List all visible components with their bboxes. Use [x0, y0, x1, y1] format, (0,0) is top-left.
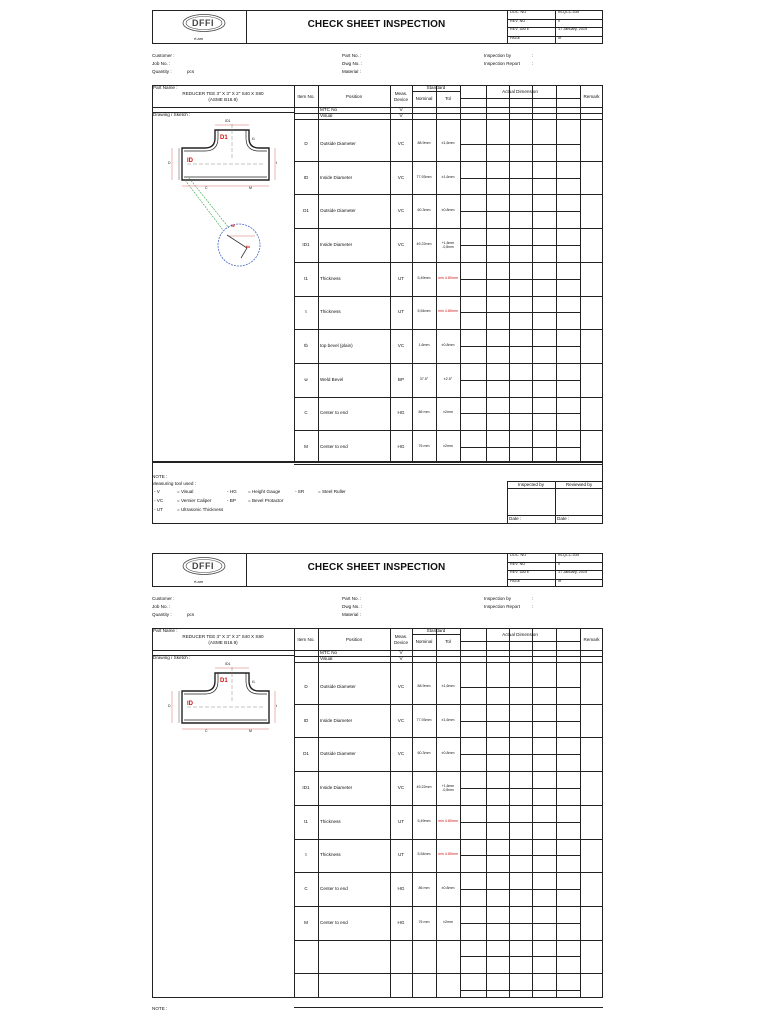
- material-label: Material :: [342, 612, 361, 617]
- row-position: Inside Diameter: [320, 174, 353, 180]
- reviewed-by-label: Reviewed by: [565, 482, 593, 487]
- column-header-standard: Standard: [426, 628, 446, 633]
- sketch-label-d1: D1: [220, 678, 228, 684]
- docinfo-label: REV. DATE: [510, 570, 530, 574]
- docinfo-label: PAGE: [510, 35, 521, 40]
- docinfo-label: DOC. NO: [510, 10, 527, 14]
- sketch-label-t: t: [276, 704, 277, 708]
- row-nominal: 5,54mm: [417, 309, 431, 314]
- row-item-no: D: [304, 683, 308, 689]
- partno-label: Part No. :: [342, 53, 362, 58]
- tool-code: - BP: [227, 498, 236, 503]
- row-item-no: C: [304, 410, 308, 416]
- row-item-no: ID1: [302, 241, 310, 247]
- grid-line: [294, 872, 603, 873]
- sketch-label-d1: D1: [220, 135, 228, 141]
- row-nominal: 5,49mm: [417, 818, 431, 823]
- row-tolerance: min 4.85mm: [438, 309, 458, 314]
- row-item-no: w: [304, 376, 308, 382]
- row-tolerance: ±1,6mm: [441, 683, 455, 688]
- row-position: Thickness: [320, 275, 341, 281]
- mtc-device: V: [399, 107, 403, 112]
- row-nominal: 60.3mm: [417, 751, 431, 756]
- grid-line: [412, 634, 460, 635]
- grid-line: [460, 245, 580, 246]
- detail-leader: [189, 178, 229, 228]
- row-position: Outside Diameter: [320, 140, 356, 146]
- grid-line: [318, 85, 319, 462]
- row-item-no: D1: [303, 208, 309, 214]
- grid-line: [460, 628, 461, 998]
- grid-line: [460, 279, 580, 280]
- row-position: Outside Diameter: [320, 683, 356, 689]
- sketch-label-d: D: [168, 161, 171, 165]
- column-header-remark: Remark: [583, 637, 600, 642]
- grid-line: [509, 85, 510, 462]
- row-position: Inside Diameter: [320, 241, 353, 247]
- dwgno-label: Dwg No. :: [342, 61, 363, 66]
- row-nominal: 76 mm: [418, 919, 430, 924]
- grid-line: [460, 380, 580, 381]
- column-header-position: Position: [345, 94, 363, 99]
- logo-subtext: rt.am: [194, 579, 204, 584]
- grid-line: [412, 91, 460, 92]
- sketch-label-id: ID: [187, 701, 193, 707]
- sketch-label-w: W: [231, 223, 235, 228]
- row-measuring-device: UT: [397, 275, 405, 281]
- colon: :: [532, 596, 534, 601]
- docinfo-label: REV. NO: [510, 18, 526, 23]
- grid-line: [460, 641, 580, 642]
- grid-line: [294, 805, 603, 806]
- grid-line: [412, 628, 413, 998]
- column-header-device: Device: [393, 640, 409, 645]
- inspection-sheet: [0, 543, 768, 1018]
- logo-text: DFFI: [192, 561, 214, 571]
- detail-circle: [218, 224, 260, 266]
- row-item-no: t: [305, 852, 307, 858]
- part-name-label: Part Name :: [153, 85, 178, 90]
- grid-line: [294, 704, 603, 705]
- tool-code: - V: [154, 489, 160, 494]
- row-tolerance: +1,6mm -0,8mm: [441, 240, 455, 249]
- sketch-label-tb: tb: [246, 244, 250, 249]
- visual-device: V: [399, 113, 403, 118]
- grid-line: [294, 119, 603, 120]
- grid-line: [294, 397, 603, 398]
- column-header-meas: Meas.: [394, 634, 408, 639]
- docinfo-value: 0: [558, 561, 561, 566]
- column-header-tol: Tol: [445, 639, 451, 644]
- customer-label: Customer :: [152, 53, 175, 58]
- row-tolerance: ±0.8mm: [441, 208, 455, 213]
- note-label: NOTE :: [152, 1006, 168, 1011]
- drawing-sketch-label: Drawing / Sketch :: [153, 112, 191, 117]
- row-tolerance: ±1,6mm: [441, 140, 455, 145]
- row-position: Outside Diameter: [320, 208, 356, 214]
- column-header-standard: Standard: [426, 85, 446, 90]
- mtc-label: MTC No: [320, 650, 338, 655]
- inspection-report-label: Inspection Report: [484, 604, 521, 609]
- row-item-no: ID1: [302, 784, 310, 790]
- docinfo-value: 17 January, 2019: [558, 27, 588, 31]
- row-tolerance: ±0.8mm: [441, 886, 455, 891]
- grid-line: [556, 85, 557, 462]
- row-measuring-device: HG: [397, 410, 405, 416]
- row-position: Center to end: [320, 886, 348, 892]
- docinfo-value: of: [558, 35, 562, 40]
- grid-line: [486, 628, 487, 998]
- row-position: Outside Diameter: [320, 751, 356, 757]
- tool-code: - VC: [154, 498, 164, 503]
- grid-line: [486, 85, 487, 462]
- column-header-remark: Remark: [583, 94, 600, 99]
- docinfo-label: REV. DATE: [510, 27, 530, 31]
- row-tolerance: ±2mm: [443, 410, 453, 415]
- row-measuring-device: HG: [397, 444, 405, 450]
- mtc-device: V: [399, 650, 403, 655]
- jobno-label: Job No. :: [152, 61, 171, 66]
- grid-line: [507, 515, 603, 516]
- row-measuring-device: VC: [397, 784, 405, 790]
- grid-line: [460, 85, 461, 462]
- grid-line: [460, 98, 580, 99]
- row-nominal: 49.22mm: [416, 241, 432, 246]
- grid-line: [507, 579, 603, 580]
- row-tolerance: ±2mm: [443, 919, 453, 924]
- grid-line: [294, 161, 603, 162]
- row-tolerance: ±2mm: [443, 444, 453, 449]
- grid-line: [507, 488, 603, 489]
- visual-device: V: [399, 656, 403, 661]
- grid-line: [460, 788, 580, 789]
- row-measuring-device: BP: [397, 376, 405, 382]
- grid-line: [152, 650, 603, 651]
- sketch-label-m: M: [249, 186, 252, 190]
- mtc-label: MTC No: [320, 107, 338, 112]
- grid-line: [460, 413, 580, 414]
- docinfo-label: REV. NO: [510, 561, 526, 566]
- grid-line: [294, 363, 603, 364]
- row-item-no: ID: [303, 717, 309, 723]
- grid-line: [460, 346, 580, 347]
- tool-desc: = Bevel Protactor: [248, 498, 284, 503]
- grid-line: [460, 956, 580, 957]
- grid-line: [460, 990, 580, 991]
- grid-line: [294, 737, 603, 738]
- row-item-no: M: [304, 919, 308, 925]
- row-measuring-device: HG: [397, 886, 405, 892]
- tool-desc: = Steel Ruller: [318, 489, 346, 494]
- row-position: Center to end: [320, 410, 348, 416]
- row-position: Inside Diameter: [320, 717, 353, 723]
- row-tolerance: ±0.8mm: [441, 343, 455, 348]
- inspected-by-label: Inspected by: [517, 482, 545, 487]
- bevel-detail: [227, 235, 247, 258]
- grid-line: [460, 211, 580, 212]
- material-label: Material :: [342, 69, 361, 74]
- column-header-item-no: Item No.: [297, 637, 315, 642]
- grid-line: [460, 144, 580, 145]
- inspection-by-label: Inspection by: [484, 53, 512, 58]
- row-tolerance: min 4.85mm: [438, 852, 458, 857]
- tool-code: - HG: [227, 489, 237, 494]
- row-nominal: 5,49mm: [417, 275, 431, 280]
- row-position: top bevel (plain): [320, 343, 353, 349]
- row-position: Center to end: [320, 919, 348, 925]
- part-name-value: REDUCER TEE 3" X 3" X 2" S40 X S80: [182, 91, 264, 96]
- column-header-device: Device: [393, 97, 409, 102]
- row-measuring-device: VC: [397, 140, 405, 146]
- sketch-label-t1: t1: [252, 680, 255, 684]
- row-tolerance: ±1,6mm: [441, 717, 455, 722]
- sketch-label-id: ID: [187, 158, 193, 164]
- grid-line: [460, 855, 580, 856]
- row-item-no: t1: [304, 275, 308, 281]
- grid-line: [460, 447, 580, 448]
- row-tolerance: ±1,6mm: [441, 174, 455, 179]
- row-item-no: t: [305, 309, 307, 315]
- docinfo-value: of: [558, 578, 562, 583]
- grid-line: [294, 430, 603, 431]
- grid-line: [556, 628, 557, 998]
- row-position: Thickness: [320, 852, 341, 858]
- row-item-no: t1: [304, 818, 308, 824]
- row-position: Thickness: [320, 309, 341, 315]
- column-header-tol: Tol: [445, 96, 451, 101]
- row-item-no: M: [304, 444, 308, 450]
- docinfo-value: 0: [558, 18, 561, 23]
- colon: :: [532, 61, 534, 66]
- docinfo-label: DOC. NO: [510, 553, 527, 557]
- docinfo-value: IN-QCC-034: [558, 553, 580, 557]
- column-header-meas: Meas.: [394, 91, 408, 96]
- row-measuring-device: UT: [397, 852, 405, 858]
- sketch-label-m: M: [249, 729, 252, 733]
- docinfo-value: 17 January, 2019: [558, 570, 588, 574]
- grid-line: [294, 662, 603, 663]
- row-nominal: 37.5°: [419, 376, 429, 381]
- column-header-nominal: Nominal: [415, 639, 433, 644]
- grid-line: [580, 85, 581, 462]
- grid-line: [294, 113, 603, 114]
- date-label: Date :: [509, 516, 522, 521]
- row-nominal: 86 mm: [418, 410, 430, 415]
- row-measuring-device: HG: [397, 919, 405, 925]
- row-measuring-device: VC: [397, 751, 405, 757]
- page-title: CHECK SHEET INSPECTION: [307, 19, 446, 30]
- grid-line: [460, 721, 580, 722]
- row-position: Inside Diameter: [320, 784, 353, 790]
- tool-desc: = Vernier Caliper: [177, 498, 212, 503]
- row-item-no: ID: [303, 174, 309, 180]
- column-header-position: Position: [345, 637, 363, 642]
- row-tolerance: min 4.80mm: [438, 818, 458, 823]
- partno-label: Part No. :: [342, 596, 362, 601]
- quantity-unit: pcs: [187, 612, 195, 617]
- grid-line: [460, 889, 580, 890]
- grid-line: [294, 771, 603, 772]
- grid-line: [460, 923, 580, 924]
- dwgno-label: Dwg No. :: [342, 604, 363, 609]
- grid-line: [294, 228, 603, 229]
- visual-label: Visual: [320, 656, 333, 661]
- column-header-actual-dimension: Actual Dimension: [502, 89, 538, 94]
- date-label: Date :: [557, 516, 570, 521]
- row-nominal: 77.93mm: [416, 174, 432, 179]
- quantity-label: Quantity :: [152, 612, 172, 617]
- sketch-label-c: C: [205, 186, 208, 190]
- tool-code: - UT: [154, 507, 163, 512]
- row-item-no: C: [304, 886, 308, 892]
- grid-line: [436, 628, 437, 998]
- row-position: Thickness: [320, 818, 341, 824]
- row-item-no: D: [304, 140, 308, 146]
- grid-line: [507, 36, 603, 37]
- page-title: CHECK SHEET INSPECTION: [307, 562, 446, 573]
- grid-line: [294, 262, 603, 263]
- sketch-label-c: C: [205, 729, 208, 733]
- drawing-sketch-label: Drawing / Sketch :: [153, 655, 191, 660]
- part-name-value: REDUCER TEE 3" X 3" X 2" S40 X S80: [182, 634, 264, 639]
- grid-line: [509, 628, 510, 998]
- grid-line: [294, 1007, 603, 1008]
- grid-line: [152, 107, 603, 108]
- quantity-unit: pcs: [187, 69, 195, 74]
- row-nominal: 86 mm: [418, 886, 430, 891]
- grid-line: [294, 656, 603, 657]
- grid-line: [294, 906, 603, 907]
- docinfo-value: IN-QCC-034: [558, 10, 580, 14]
- part-name-label: Part Name :: [153, 628, 178, 633]
- tool-desc: = Visual: [177, 489, 194, 494]
- grid-line: [294, 194, 603, 195]
- row-measuring-device: VC: [397, 683, 405, 689]
- visual-label: Visual: [320, 113, 333, 118]
- row-item-no: tb: [304, 343, 308, 349]
- jobno-label: Job No. :: [152, 604, 171, 609]
- sketch-label-id1: ID1: [225, 662, 231, 666]
- row-nominal: 88.9mm: [417, 140, 431, 145]
- grid-line: [294, 973, 603, 974]
- row-nominal: 76 mm: [418, 444, 430, 449]
- detail-leader: [185, 180, 223, 230]
- sketch-label-id1: ID1: [225, 119, 231, 123]
- sketch-label-d: D: [168, 704, 171, 708]
- row-tolerance: min 4.80mm: [438, 275, 458, 280]
- column-header-actual-dimension: Actual Dimension: [502, 632, 538, 637]
- docinfo-label: PAGE: [510, 578, 521, 583]
- grid-line: [294, 329, 603, 330]
- grid-line: [532, 85, 533, 462]
- grid-line: [532, 628, 533, 998]
- grid-line: [460, 178, 580, 179]
- quantity-label: Quantity :: [152, 69, 172, 74]
- colon: :: [532, 604, 534, 609]
- row-measuring-device: VC: [397, 174, 405, 180]
- grid-line: [294, 839, 603, 840]
- row-tolerance: ±0.8mm: [441, 751, 455, 756]
- logo-text: DFFI: [192, 18, 214, 28]
- grid-line: [390, 628, 391, 998]
- grid-line: [460, 312, 580, 313]
- logo-subtext: rt.am: [194, 36, 204, 41]
- row-nominal: 1.6mm: [418, 343, 430, 348]
- tee-sketch-drawing: [157, 120, 297, 270]
- tool-desc: = Height Gauge: [248, 489, 281, 494]
- sketch-label-t: t: [276, 161, 277, 165]
- row-nominal: 88.9mm: [417, 683, 431, 688]
- row-measuring-device: VC: [397, 208, 405, 214]
- inspection-by-label: Inspection by: [484, 596, 512, 601]
- row-measuring-device: VC: [397, 717, 405, 723]
- row-nominal: 77.93mm: [416, 717, 432, 722]
- measuring-tools-label: Measuring tool used :: [152, 481, 196, 486]
- part-name-standard: (ASME B16.9): [208, 97, 238, 102]
- part-name-standard: (ASME B16.9): [208, 640, 238, 645]
- inspection-report-label: Inspection Report: [484, 61, 521, 66]
- tee-sketch-drawing: [157, 663, 297, 733]
- row-nominal: 60.3mm: [417, 208, 431, 213]
- row-tolerance: +1,6mm -0,8mm: [441, 783, 455, 792]
- grid-line: [294, 296, 603, 297]
- row-measuring-device: UT: [397, 309, 405, 315]
- row-measuring-device: UT: [397, 818, 405, 824]
- colon: :: [532, 53, 534, 58]
- row-position: Weld Bevel: [320, 376, 344, 382]
- grid-line: [460, 822, 580, 823]
- grid-line: [294, 940, 603, 941]
- row-item-no: D1: [303, 751, 309, 757]
- row-tolerance: ±2.5°: [443, 376, 453, 381]
- grid-line: [460, 687, 580, 688]
- tool-desc: = Ultrasonic Thickness: [177, 507, 224, 512]
- row-measuring-device: VC: [397, 343, 405, 349]
- row-nominal: 49.22mm: [416, 784, 432, 789]
- column-header-nominal: Nominal: [415, 96, 433, 101]
- grid-line: [318, 628, 319, 998]
- row-nominal: 5,54mm: [417, 852, 431, 857]
- tool-code: - SR: [295, 489, 305, 494]
- note-label: NOTE :: [152, 474, 168, 479]
- sketch-label-t1: t1: [252, 137, 255, 141]
- grid-line: [460, 754, 580, 755]
- grid-line: [580, 628, 581, 998]
- row-position: Center to end: [320, 444, 348, 450]
- customer-label: Customer :: [152, 596, 175, 601]
- column-header-item-no: Item No.: [297, 94, 315, 99]
- row-measuring-device: VC: [397, 241, 405, 247]
